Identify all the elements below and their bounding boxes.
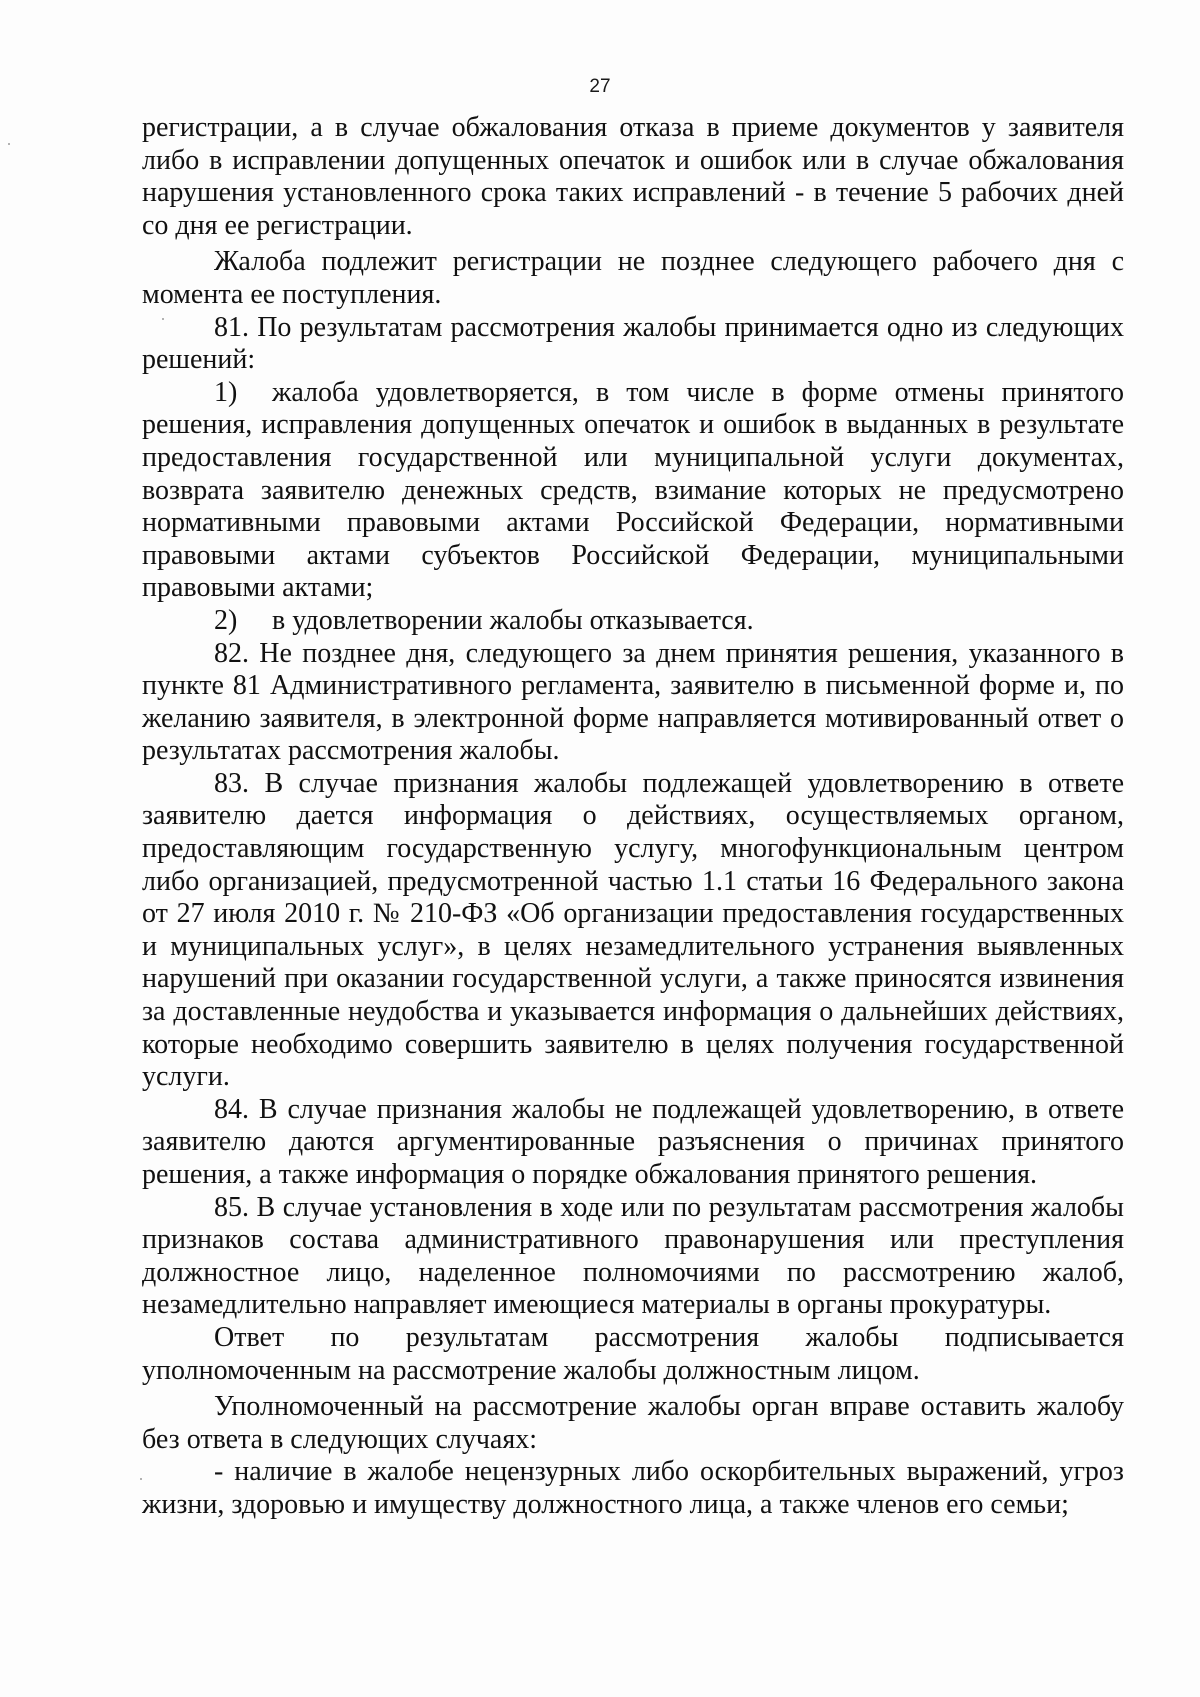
paragraph-answer-signed: Ответ по результатам рассмотрения жалобы подписывается уполномоченным на рассмотрение жалобы должностным лицом. <box>142 1321 1124 1386</box>
paragraph-leave-without-answer: Уполномоченный на рассмотрение жалобы орган вправе оставить жалобу без ответа в следующих случаях: <box>142 1391 1124 1455</box>
paragraph-registration: Жалоба подлежит регистрации не позднее следующего рабочего дня с момента ее поступления. <box>142 246 1124 310</box>
paragraph-84: 84. В случае признания жалобы не подлежащей удовлетворению, в ответе заявителю даются аргументированные разъяснения о причинах принятого решения, а также информация о порядке обжалования принятого решения. <box>142 1093 1124 1190</box>
list-item-1 <box>142 377 1124 605</box>
paragraph-case-obscene: - наличие в жалобе нецензурных либо оскорбительных выражений, угроз жизни, здоровью и имуществу должностного лица, а также членов его семьи; <box>142 1456 1124 1520</box>
scan-speck <box>8 143 10 145</box>
paragraph-85: 85. В случае установления в ходе или по результатам рассмотрения жалобы признаков состава административного правонарушения или преступления должностное лицо, наделенное полномочиями по рассмотрению жалоб, незамедлительно направляет имеющиеся материалы в органы прокуратуры. <box>142 1191 1124 1321</box>
paragraph-continuation: регистрации, а в случае обжалования отказа в приеме документов у заявителя либо в исправлении допущенных опечаток и ошибок или в случае обжалования нарушения установленного срока таких исправлений - в течение 5 рабочих дней со дня ее регистрации. <box>142 112 1124 241</box>
list-item-1-text: жалоба удовлетворяется, в том числе в форме отмены принятого решения, исправления допущенных опечаток и ошибок в выданных в результате предоставления государственной или муниципальной услуги документах, возврата заявителю денежных средств, взимание которых не предусмотрено нормативными правовыми актами Российской Федерации, нормативными правовыми актами субъектов Российской Федерации, муниципальными правовыми актами; <box>142 376 1124 604</box>
document-body <box>142 112 1124 1522</box>
paragraph-82: 82. Не позднее дня, следующего за днем принятия решения, указанного в пункте 81 Административного регламента, заявителю в письменной форме и, по желанию заявителя, в электронной форме направляется мотивированный ответ о результатах рассмотрения жалобы. <box>142 637 1124 767</box>
paragraph-81: 81. По результатам рассмотрения жалобы принимается одно из следующих решений: <box>142 311 1124 376</box>
list-number-1: 1) <box>214 376 238 408</box>
list-number-2: 2) <box>214 604 238 636</box>
list-item-2-text: в удовлетворении жалобы отказывается. <box>272 604 754 636</box>
page-number: 27 <box>589 76 611 97</box>
paragraph-83: 83. В случае признания жалобы подлежащей удовлетворению в ответе заявителю дается информация о действиях, осуществляемых органом, предоставляющим государственную услугу, многофункциональным центром либо организацией, предусмотренной частью 1.1 статьи 16 Федерального закона от 27 июля 2010 г. № 210-ФЗ «Об организации предоставления государственных и муниципальных услуг», в целях незамедлительного устранения выявленных нарушений при оказании государственной услуги, а также приносятся извинения за доставленные неудобства и указывается информация о дальнейших действиях, которые необходимо совершить заявителю в целях получения государственной услуги. <box>142 767 1124 1093</box>
list-item-2 <box>142 605 1124 638</box>
